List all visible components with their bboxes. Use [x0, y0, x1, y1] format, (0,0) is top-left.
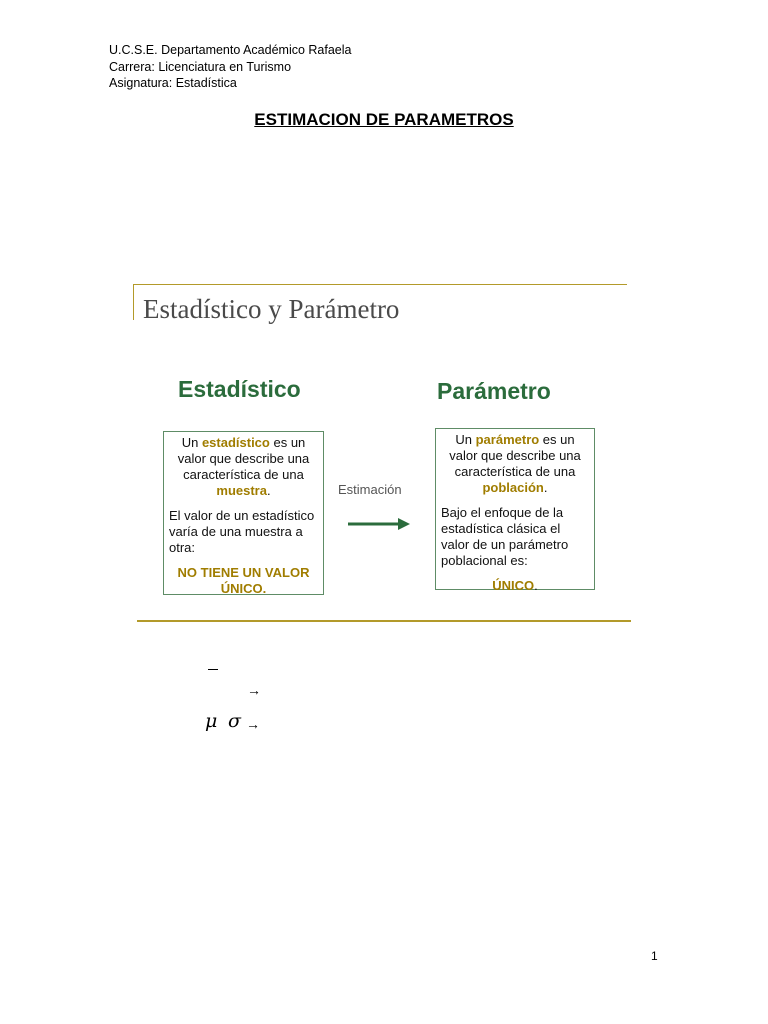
- parametro-classical: Bajo el enfoque de la estadística clásica el valor de un parámetro poblacional es:: [441, 505, 569, 568]
- box-parametro: [435, 428, 595, 593]
- parametro-conclusion: ÚNICO.: [492, 578, 538, 593]
- slide-side-rule: [133, 284, 134, 320]
- estimation-arrow-icon: [348, 516, 412, 537]
- mu-symbol: μ: [205, 710, 218, 732]
- estadistico-variation: El valor de un estadístico varía de una muestra a otra:: [169, 508, 315, 555]
- header-subject: Asignatura: Estadística: [109, 76, 237, 90]
- arrow-right-icon: →: [247, 682, 261, 698]
- estadistico-conclusion: NO TIENE UN VALOR ÚNICO.: [177, 565, 310, 596]
- box-estadistico: [163, 431, 324, 595]
- slide-bottom-rule: [137, 620, 631, 622]
- estimation-label: Estimación: [338, 482, 402, 497]
- x-bar-symbol: [208, 669, 218, 670]
- sigma-symbol: σ: [228, 710, 241, 732]
- estadistico-definition: Un estadístico es un valor que describe una característica de una muestra.: [177, 435, 310, 498]
- arrow-right-icon: →: [246, 716, 260, 732]
- header-career: Carrera: Licenciatura en Turismo: [109, 60, 292, 74]
- heading-estadistico: Estadístico: [178, 376, 301, 402]
- slide-title: Estadístico y Parámetro: [143, 294, 400, 324]
- header-institution: U.C.S.E. Departamento Académico Rafaela: [109, 43, 352, 57]
- parametro-definition: Un parámetro es un valor que describe una característica de una población.: [449, 432, 581, 495]
- page-number: 1: [651, 949, 658, 963]
- slide-top-rule: [133, 284, 627, 285]
- heading-parametro: Parámetro: [437, 378, 551, 404]
- document-title: ESTIMACION DE PARAMETROS: [254, 110, 514, 129]
